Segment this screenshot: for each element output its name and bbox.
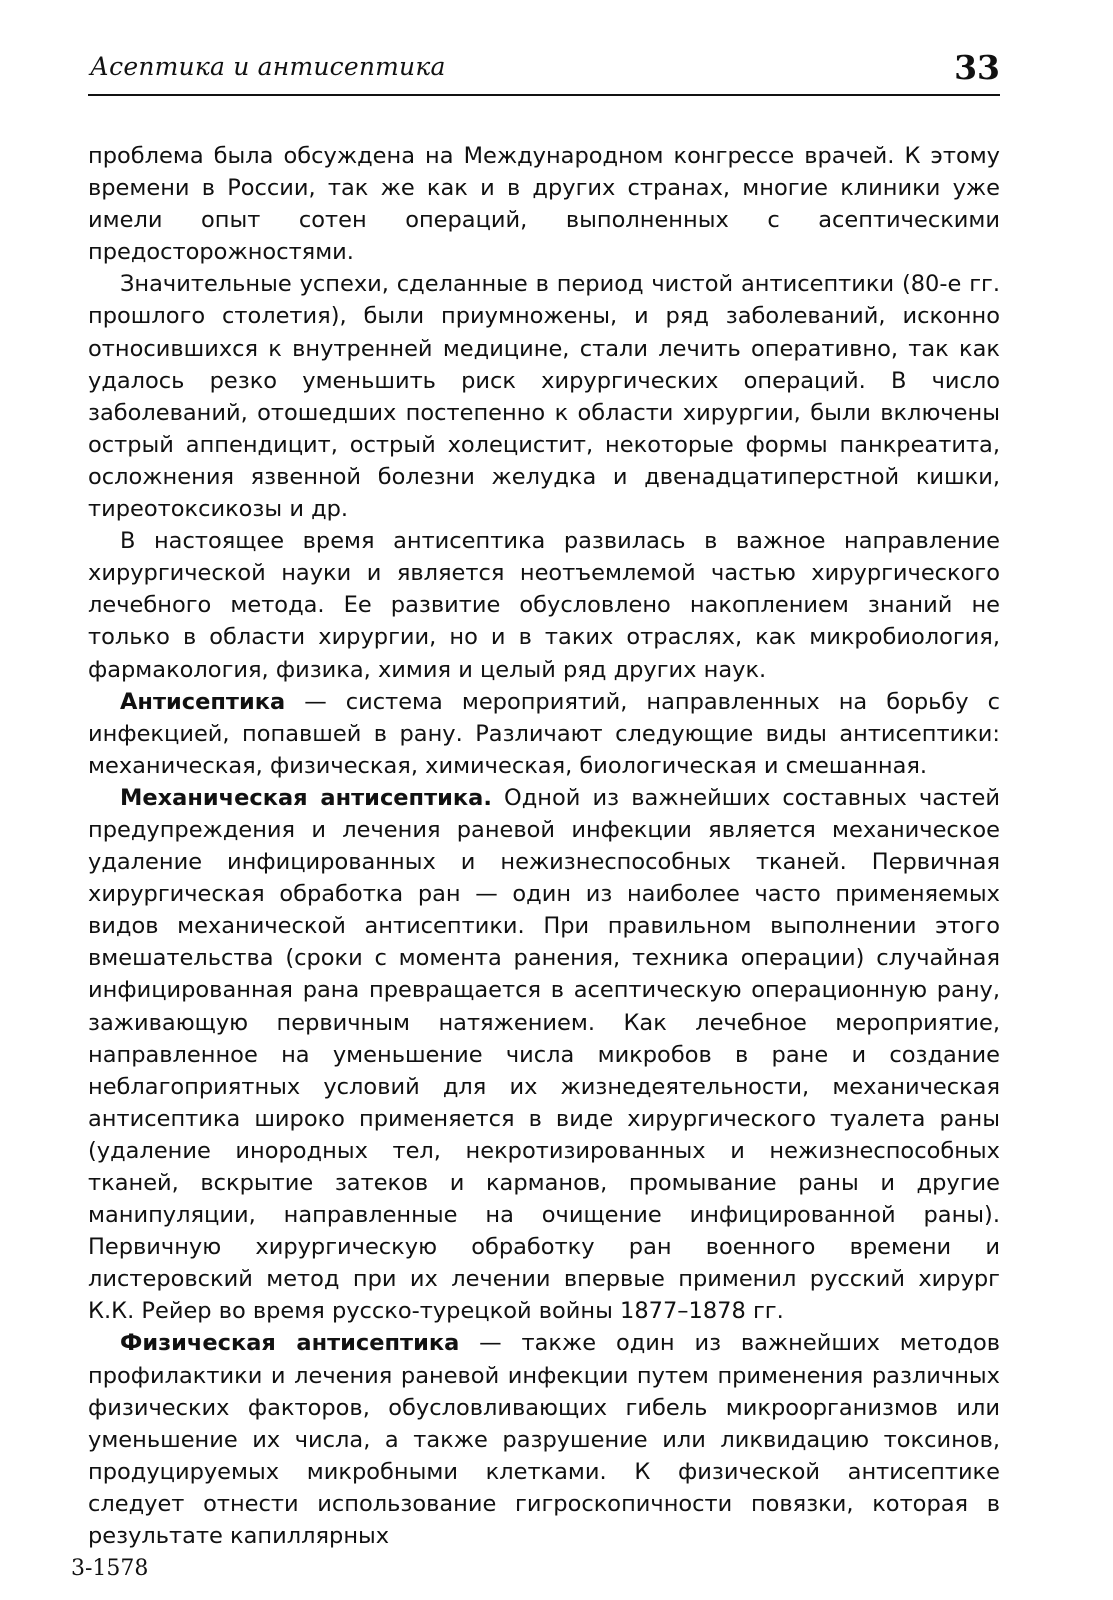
page-number: 33 — [954, 48, 1000, 87]
running-header — [88, 48, 1000, 96]
paragraph-physical-antiseptics — [88, 1327, 1000, 1552]
paragraph-mechanical-antiseptics — [88, 782, 1000, 1328]
paragraph-text: — система мероприятий, направленных на борьбу с инфекцией, попавшей в рану. Различают следующие виды антисептики: механическая, физическая, химическая, биологическая и смешанная. — [88, 688, 1000, 779]
term-mechanical-antiseptics: Механическая антисептика. — [120, 784, 492, 811]
paragraph-2 — [88, 268, 1000, 525]
paragraph-3 — [88, 525, 1000, 685]
printer-signature-mark: 3-1578 — [71, 1556, 149, 1581]
paragraph-text: В настоящее время антисептика развилась в важное направление хирургической науки и является неотъемлемой частью хирургического лечебного метода. Ее развитие обусловлено накоплением знаний не только в области хирургии, но и в таких отраслях, как микробиология, фармакология, физика, химия и целый ряд других наук. — [88, 528, 1000, 683]
body-text — [88, 140, 1000, 1552]
paragraph-text: Значительные успехи, сделанные в период чистой антисептики (80-е гг. прошлого столетия), были приумножены, и ряд заболеваний, исконно относившихся к внутренней медицине, стали лечить оперативно, так как удалось резко уменьшить риск хирургических операций. В число заболеваний, отошедших постепенно к области хирургии, были включены острый аппендицит, острый холецистит, некоторые формы панкреатита, осложнения язвенной болезни желудка и двенадцатиперстной кишки, тиреотоксикозы и др. — [88, 271, 1000, 523]
term-physical-antiseptics: Физическая антисептика — [120, 1330, 460, 1357]
paragraph-text: проблема была обсуждена на Международном конгрессе врачей. К этому времени в России, так же как и в других странах, многие клиники уже имели опыт сотен операций, выполненных с асептическими предосторожностями. — [88, 143, 1000, 266]
paragraph-text: — также один из важнейших методов профилактики и лечения раневой инфекции путем применения различных физических факторов, обусловливающих гибель микроорганизмов или уменьшение их числа, а также разрушение или ликвидацию токсинов, продуцируемых микробными клетками. К физической антисептике следует отнести использование гигроскопичности повязки, которая в результате капиллярных — [88, 1330, 1000, 1550]
paragraph-text: Одной из важнейших составных частей предупреждения и лечения раневой инфекции является механическое удаление инфицированных и нежизнеспособных тканей. Первичная хирургическая обработка ран — один из наиболее часто применяемых видов механической антисептики. При правильном выполнении этого вмешательства (сроки с момента ранения, техника операции) случайная инфицированная рана превращается в асептическую операционную рану, заживающую первичным натяжением. Как лечебное мероприятие, направленное на уменьшение числа микробов в ране и создание неблагоприятных условий для их жизнедеятельности, механическая антисептика широко применяется в виде хирургического туалета раны (удаление инородных тел, некротизированных и нежизнеспособных тканей, вскрытие затеков и карманов, промывание раны и другие манипуляции, направленные на очищение инфицированной раны). Первичную хирургическую обработку ран военного времени и листеровский метод при их лечении впервые применил русский хирург К.К. Рейер во время русско-турецкой войны 1877–1878 гг. — [88, 784, 1001, 1325]
running-title: Асептика и антисептика — [90, 52, 446, 81]
paragraph-antiseptics-definition — [88, 686, 1000, 782]
term-antiseptics: Антисептика — [120, 688, 286, 715]
paragraph-1 — [88, 140, 1000, 268]
